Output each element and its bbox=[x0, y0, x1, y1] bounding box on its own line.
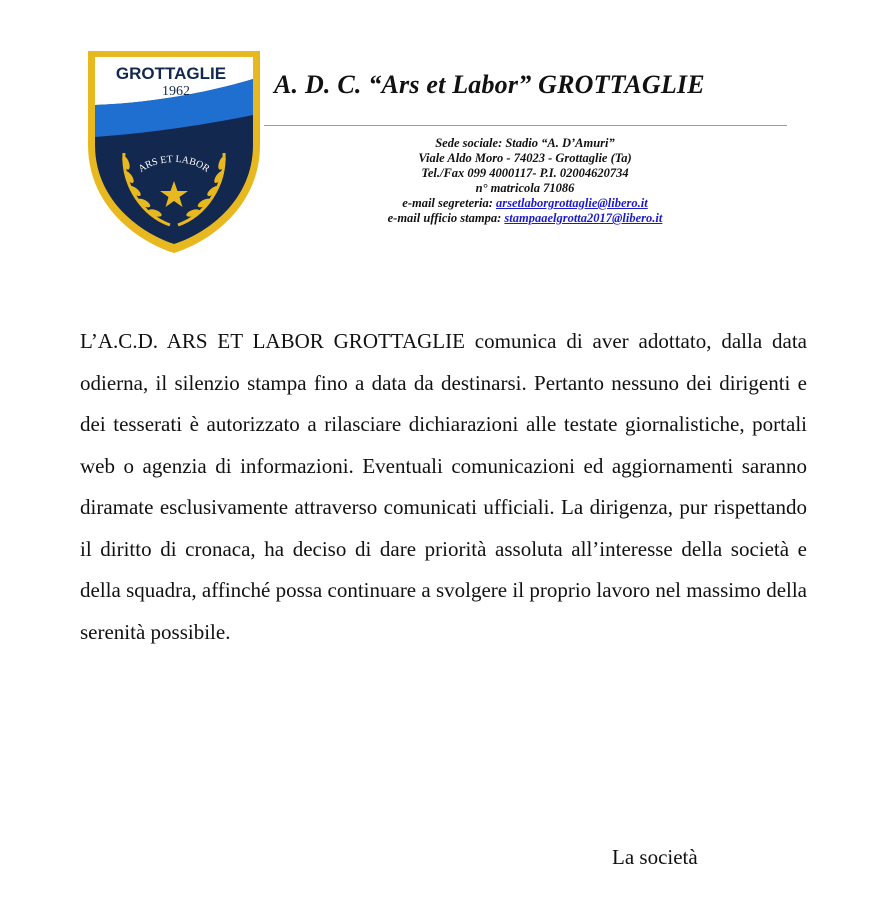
contact-ufficio-stampa bbox=[300, 211, 750, 226]
stampa-label: e-mail ufficio stampa: bbox=[387, 211, 505, 225]
contact-address: Viale Aldo Moro - 74023 - Grottaglie (Ta) bbox=[418, 151, 632, 165]
press-release-paragraph: L’A.C.D. ARS ET LABOR GROTTAGLIE comunica di aver adottato, dalla data odierna, il silenzio stampa fino a data da destinarsi. Pertanto nessuno dei dirigenti e dei tesserati è autorizzato a rilasciare dichiarazioni alle testate giornalistiche, portali web o agenzia di informazioni. Eventuali comunicazioni ed aggiornamenti saranno diramate esclusivamente attraverso comunicati ufficiali. La dirigenza, pur rispettando il diritto di cronaca, ha deciso di dare priorità assoluta all’interesse della società e della squadra, affinché possa continuare a svolgere il proprio lavoro nel massimo della serenità possibile. bbox=[80, 329, 807, 644]
crest-motto-text: ARS ET LABOR bbox=[136, 153, 212, 175]
segreteria-label: e-mail segreteria: bbox=[402, 196, 496, 210]
stampa-email-link[interactable]: stampaaelgrotta2017@libero.it bbox=[504, 211, 663, 225]
crest-top-text: GROTTAGLIE bbox=[115, 64, 227, 83]
contact-sede: Sede sociale: Stadio “A. D’Amuri” bbox=[435, 136, 615, 150]
crest-icon bbox=[84, 45, 264, 257]
club-title: A. D. C. “Ars et Labor” GROTTAGLIE bbox=[274, 70, 705, 99]
header-divider bbox=[264, 125, 787, 126]
contact-matricola: n° matricola 71086 bbox=[475, 181, 575, 195]
segreteria-email-link[interactable]: arsetlaborgrottaglie@libero.it bbox=[496, 196, 648, 210]
contact-block bbox=[300, 136, 750, 226]
crest-year-text: 1962 bbox=[162, 84, 190, 99]
club-crest-logo bbox=[84, 45, 264, 257]
signature: La società bbox=[612, 845, 698, 869]
contact-phone: Tel./Fax 099 4000117- P.I. 02004620734 bbox=[421, 166, 629, 180]
contact-segreteria bbox=[300, 196, 750, 211]
